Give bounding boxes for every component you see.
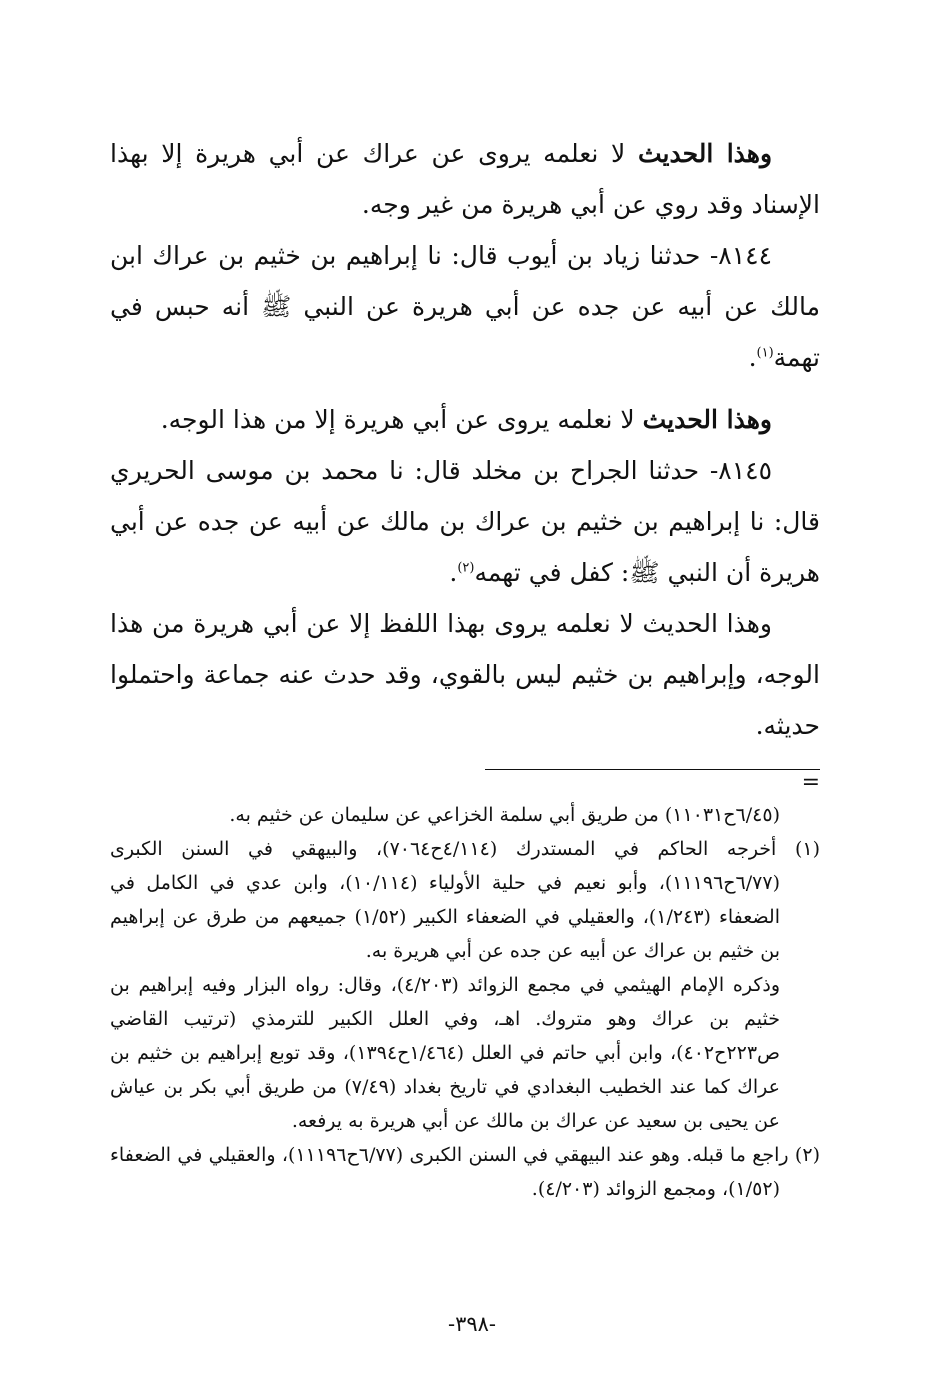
- footnote-number: (٢): [794, 1144, 820, 1166]
- bold-lead: وهذا الحديث: [637, 139, 773, 168]
- footnote-continuation-mark: =: [801, 770, 820, 795]
- footnotes: [110, 798, 820, 1206]
- footnote-ref-1[interactable]: (١): [756, 345, 774, 361]
- footnote-2: [110, 1138, 820, 1206]
- main-text: [110, 128, 820, 751]
- paragraph-3: [110, 394, 820, 445]
- footnote-text: راجع ما قبله. وهو عند البيهقي في السنن الكبرى (٦/٧٧ح١١١٩٦)، والعقيلي في الضعفاء (١/٥٢)، ومجمع الزوائد (٤/٢٠٣).: [110, 1144, 789, 1200]
- hadith-8145: [110, 445, 820, 598]
- paragraph-text: وهذا الحديث لا نعلمه يروى بهذا اللفظ إلا عن أبي هريرة من هذا الوجه، وإبراهيم بن خثيم ليس بالقوي، وقد حدث عنه جماعة واحتملوا حديثه.: [110, 609, 820, 740]
- paragraph-text: ٨١٤٤- حدثنا زياد بن أيوب قال: نا إبراهيم بن خثيم بن عراك ابن مالك عن أبيه عن جده عن أبي هريرة عن النبي ﷺ أنه حبس في تهمة: [110, 241, 820, 372]
- hadith-8144: [110, 230, 820, 383]
- bold-lead: وهذا الحديث: [642, 405, 772, 434]
- punctuation: .: [748, 343, 757, 372]
- footnote-number: (١): [794, 838, 820, 860]
- paragraph-5: [110, 598, 820, 751]
- page-content: [110, 128, 820, 1206]
- paragraph-text: لا نعلمه يروى عن عراك عن أبي هريرة إلا بهذا الإسناد وقد روي عن أبي هريرة من غير وجه.: [110, 139, 820, 219]
- footnote-continuation: (٦/٤٥ح١١٠٣١) من طريق أبي سلمة الخزاعي عن سليمان عن خثيم به.: [229, 804, 780, 826]
- footnote-1: [110, 832, 820, 968]
- page-number: -٣٩٨-: [447, 1312, 497, 1336]
- paragraph-1: [110, 128, 820, 230]
- footnote-text: أخرجه الحاكم في المستدرك (٤/١١٤ح٧٠٦٤)، والبيهقي في السنن الكبرى (٦/٧٧ح١١١٩٦)، وأبو نعيم في حلية الأولياء (١٠/١١٤)، وابن عدي في الكامل في الضعفاء (١/٢٤٣)، والعقيلي في الضعفاء الكبير (١/٥٢) جميعهم من طرق عن إبراهيم بن خثيم بن عراك عن أبيه عن جده عن أبي هريرة به.: [110, 838, 780, 962]
- footnote-1-continued: وذكره الإمام الهيثمي في مجمع الزوائد (٤/٢٠٣)، وقال: رواه البزار وفيه إبراهيم بن خثيم بن عراك وهو متروك. اهـ، وفي العلل الكبير للترمذي (ترتيب القاضي ص٢٢٣ح٤٠٢)، وابن أبي حاتم في العلل (١/٤٦٤ح١٣٩٤)، وقد توبع إبراهيم بن خثيم بن عراك كما عند الخطيب البغدادي في تاريخ بغداد (٧/٤٩) من طريق أبي بكر بن عياش عن يحيى بن سعيد عن عراك بن مالك عن أبي هريرة به يرفعه.: [110, 974, 781, 1132]
- footnote-ref-2[interactable]: (٢): [457, 560, 475, 576]
- paragraph-text: لا نعلمه يروى عن أبي هريرة إلا من هذا الوجه.: [160, 405, 643, 434]
- paragraph-text: ٨١٤٥- حدثنا الجراح بن مخلد قال: نا محمد بن موسى الحريري قال: نا إبراهيم بن خثيم بن عراك بن مالك عن أبيه عن جده عن أبي هريرة أن النبي ﷺ: كفل في تهمه: [110, 456, 820, 587]
- punctuation: .: [449, 558, 458, 587]
